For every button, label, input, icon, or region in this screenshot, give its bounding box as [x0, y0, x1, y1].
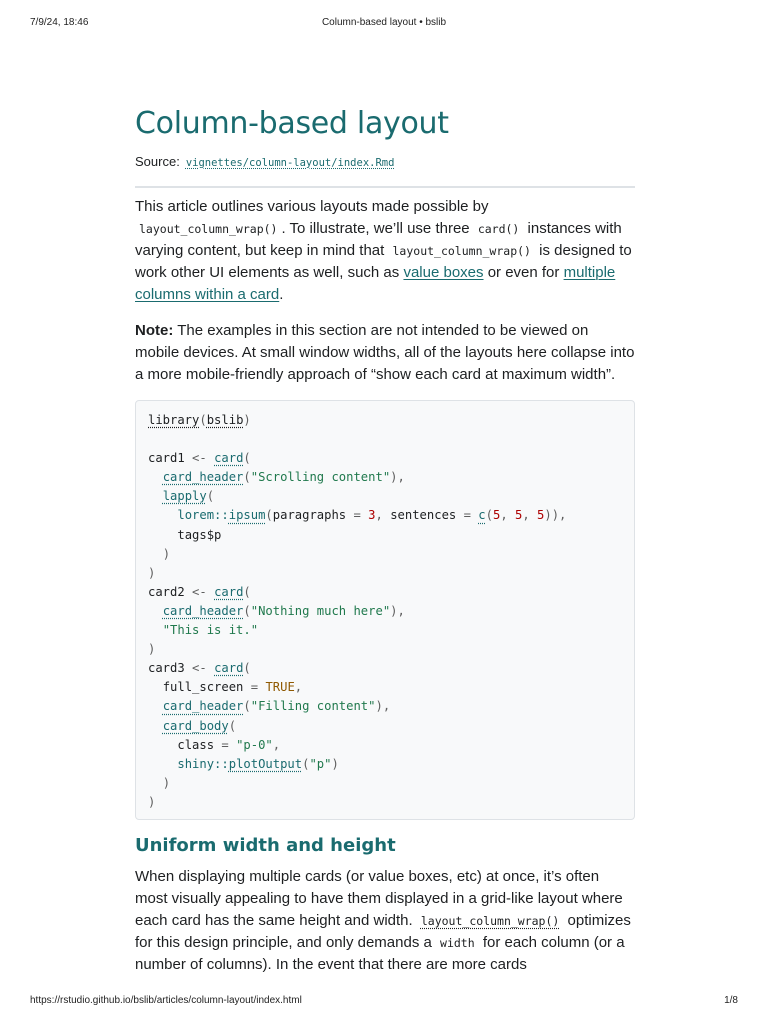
intro-text: is designed to work other UI elements as well, such as	[135, 242, 632, 281]
print-page-title: Column-based layout • bslib	[321, 17, 447, 28]
value-boxes-link[interactable]: value boxes	[403, 264, 484, 281]
print-page-number: 1/8	[724, 995, 738, 1006]
section-heading: Uniform width and height	[135, 834, 396, 856]
print-footer	[0, 995, 768, 1009]
print-url: https://rstudio.github.io/bslib/articles/column-layout/index.html	[30, 995, 302, 1006]
title-divider	[135, 186, 635, 188]
intro-text: . To illustrate, we’ll use three	[281, 220, 470, 237]
print-datetime: 7/9/24, 18:46	[30, 17, 89, 28]
code-content: library(bslib) card1 <- card( card_header("Scrolling content"), lapply( lorem::ipsum(paragraphs = 3, sentences = c(5, 5, 5)), tags$p ) ) card2 <- card( card_header("Nothing much here"), "This is it." ) card3 <- card( full_screen = TRUE, card_header("Filling content"), card_body( class = "p-0", shiny::plotOutput("p") ) )	[148, 413, 567, 809]
source-line	[135, 153, 635, 172]
code-layout-column-wrap: layout_column_wrap()	[392, 244, 531, 258]
section-text: for each column (or a number of columns). In the event that there are more cards	[135, 933, 625, 973]
code-layout-column-wrap[interactable]: layout_column_wrap()	[420, 913, 560, 928]
section-text: When displaying multiple cards (or value boxes, etc) at once, it’s often most visually appealing to have them displayed in a grid-like layout where each card has the same height and width.	[135, 867, 623, 929]
multiple-columns-link[interactable]: multiple columns within a card	[135, 264, 616, 303]
note-text: The examples in this section are not intended to be viewed on mobile devices. At small window widths, all of the layouts here collapse into a more mobile-friendly approach of “show each card at maximum width”.	[135, 322, 635, 383]
code-layout-column-wrap: layout_column_wrap()	[139, 222, 278, 236]
section-text: optimizes for this design principle, and only demands a	[135, 911, 631, 951]
code-card: card()	[477, 222, 520, 236]
article	[135, 104, 635, 976]
intro-text: This article outlines various layouts made possible by	[135, 198, 489, 215]
source-link[interactable]: vignettes/column-layout/index.Rmd	[185, 157, 395, 169]
print-header	[0, 17, 768, 31]
note-paragraph	[135, 320, 635, 386]
intro-text: instances with varying content, but keep in mind that	[135, 220, 622, 259]
code-width: width	[440, 935, 475, 950]
intro-text: or even for	[487, 264, 560, 281]
note-label: Note:	[135, 322, 174, 339]
source-label: Source:	[135, 154, 180, 169]
section-paragraph	[135, 866, 635, 976]
intro-paragraph	[135, 196, 635, 306]
intro-text: .	[279, 286, 284, 303]
code-block[interactable]	[135, 400, 635, 820]
page-title: Column-based layout	[135, 106, 449, 141]
